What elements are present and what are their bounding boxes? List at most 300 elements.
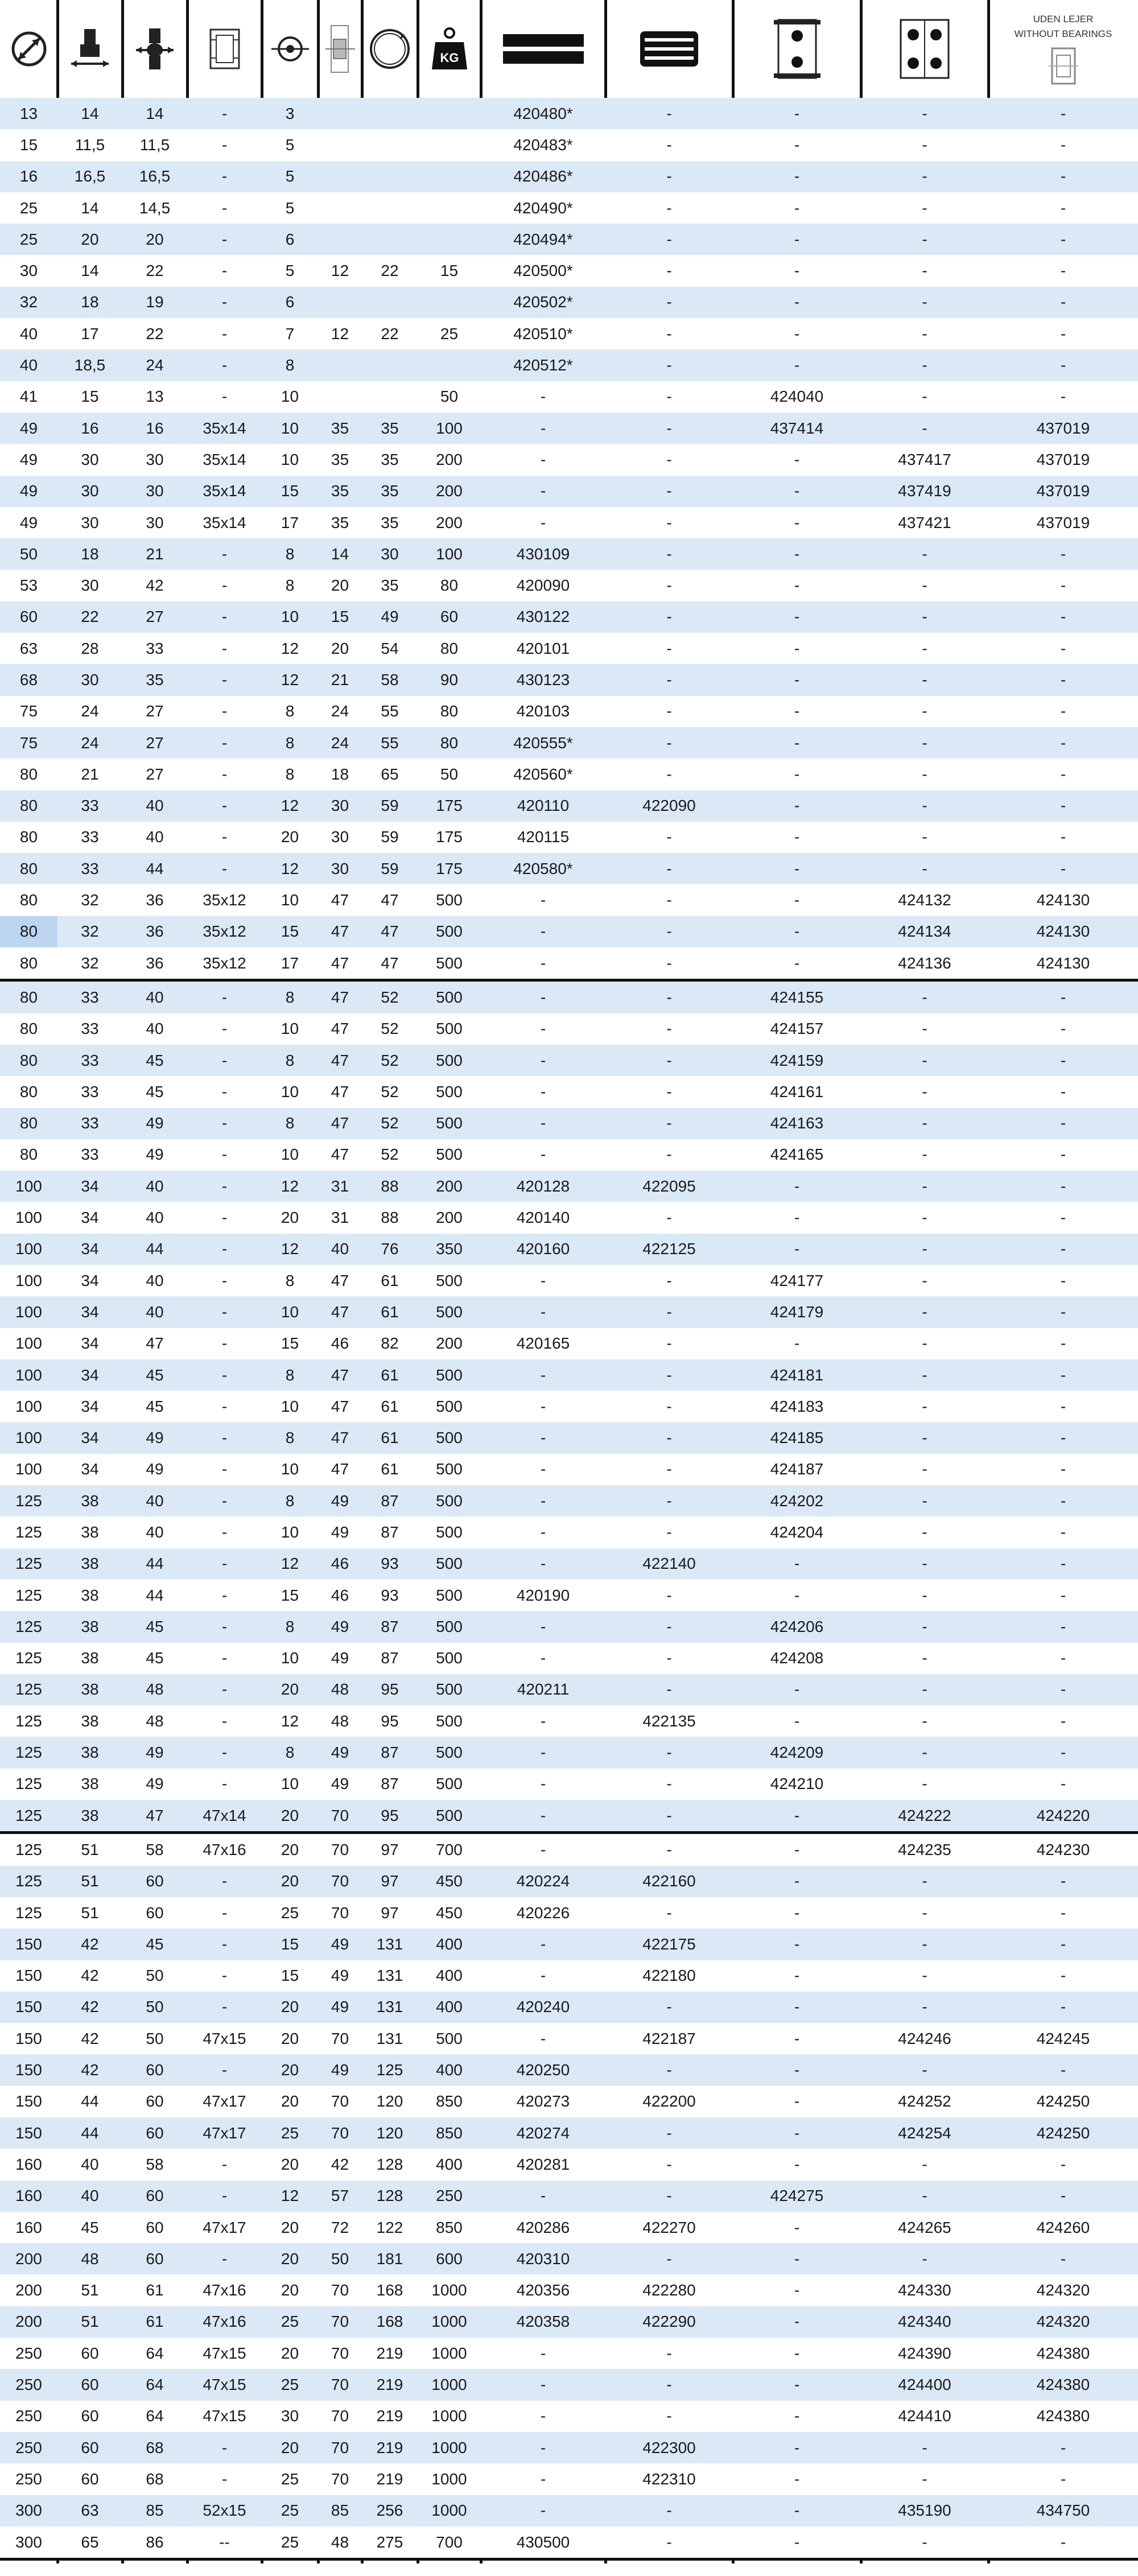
cell-bearing-size: - <box>187 1045 262 1076</box>
table-row <box>0 2023 1138 2054</box>
cell-art-double-ball: - <box>861 224 988 255</box>
cell-tread-width: 19 <box>122 287 187 318</box>
cell-art-ball: - <box>733 570 861 601</box>
cell-bearing-size: - <box>187 1548 262 1580</box>
cell-art-ball: 424210 <box>733 1769 861 1800</box>
cell-art-plain: - <box>481 2463 605 2495</box>
table-row <box>0 507 1138 538</box>
cell-art-ball: - <box>733 1928 861 1960</box>
cell-art-no-bearings: - <box>988 1674 1138 1705</box>
cell-bearing-dim: 24 <box>318 727 362 759</box>
cell-art-ball: - <box>733 2243 861 2274</box>
cell-load-kg: 400 <box>418 1960 481 1992</box>
table-row <box>0 287 1138 318</box>
cell-art-roller: - <box>605 98 733 129</box>
cell-art-double-ball: - <box>861 538 988 570</box>
cell-tread-width: 64 <box>122 2338 187 2369</box>
cell-bearing-dim <box>318 129 362 160</box>
cell-tread-width: 45 <box>122 1391 187 1422</box>
cell-hub-width: 33 <box>57 790 122 822</box>
cell-axle: 15 <box>262 476 318 507</box>
cell-load-kg: 200 <box>418 1202 481 1233</box>
cell-bearing-dim: 47 <box>318 1391 362 1422</box>
table-row <box>0 916 1138 947</box>
cell-bearing-size: - <box>187 318 262 349</box>
cell-rim <box>362 224 418 255</box>
cell-art-double-ball: - <box>861 1108 988 1139</box>
cell-tread-width: 85 <box>122 2495 187 2526</box>
cell-art-plain: 420101 <box>481 633 605 664</box>
cell-diameter: 250 <box>0 2432 57 2463</box>
cell-axle: 3 <box>262 98 318 129</box>
table-row <box>0 2181 1138 2212</box>
cell-art-roller: - <box>605 255 733 286</box>
cell-bearing-size: 35x14 <box>187 476 262 507</box>
cell-tread-width: 48 <box>122 1705 187 1737</box>
cell-art-double-ball: - <box>861 2243 988 2274</box>
cell-rim: 88 <box>362 1202 418 1233</box>
cell-axle: 20 <box>262 2338 318 2369</box>
cell-hub-width: 33 <box>57 1013 122 1045</box>
cell-rim: 97 <box>362 1866 418 1897</box>
cell-bearing-dim: 70 <box>318 1800 362 1833</box>
cell-hub-width: 14 <box>57 192 122 224</box>
cell-diameter: 40 <box>0 349 57 381</box>
cell-art-plain: 420226 <box>481 1897 605 1928</box>
table-row <box>0 1328 1138 1359</box>
cell-axle: 5 <box>262 192 318 224</box>
cell-bearing-dim: 31 <box>318 1202 362 1233</box>
cell-hub-width: 48 <box>57 2243 122 2274</box>
cell-tread-width: 36 <box>122 916 187 947</box>
cell-hub-width: 38 <box>57 1580 122 1611</box>
cell-art-double-ball: 424246 <box>861 2023 988 2054</box>
cell-bearing-dim <box>318 381 362 413</box>
cell-art-plain: - <box>481 507 605 538</box>
cell-diameter: 32 <box>0 287 57 318</box>
cell-art-roller: 422140 <box>605 1548 733 1580</box>
cell-art-no-bearings: - <box>988 349 1138 381</box>
cell-art-double-ball: - <box>861 2149 988 2180</box>
cell-art-no-bearings: - <box>988 601 1138 633</box>
cell-diameter: 125 <box>0 1516 57 1548</box>
cell-art-ball: - <box>733 2274 861 2306</box>
cell-tread-width: 40 <box>122 980 187 1013</box>
cell-art-plain: - <box>481 1643 605 1674</box>
cell-bearing-size: 47x15 <box>187 2338 262 2369</box>
cell-art-no-bearings: - <box>988 664 1138 695</box>
cell-art-roller: - <box>605 349 733 381</box>
cell-art-plain: - <box>481 1769 605 1800</box>
table-row <box>0 1296 1138 1328</box>
cell-art-roller: - <box>605 129 733 160</box>
header-bearing-dim <box>318 0 362 98</box>
cell-art-roller: - <box>605 2117 733 2149</box>
cell-art-double-ball: - <box>861 1170 988 1202</box>
cell-art-plain: 420140 <box>481 1202 605 1233</box>
cell-bearing-dim: 70 <box>318 1866 362 1897</box>
cell-bearing-size: 47x17 <box>187 2212 262 2243</box>
cell-rim: 97 <box>362 1897 418 1928</box>
cell-tread-width: 86 <box>122 2526 187 2559</box>
cell-art-plain: 420502* <box>481 287 605 318</box>
cell-axle: 20 <box>262 2212 318 2243</box>
cell-diameter: 80 <box>0 1013 57 1045</box>
cell-art-ball: - <box>733 2495 861 2526</box>
cell-bearing-dim: 70 <box>318 2369 362 2400</box>
cell-art-ball: - <box>733 884 861 916</box>
table-row <box>0 1359 1138 1391</box>
cell-bearing-dim: 48 <box>318 1674 362 1705</box>
table-row <box>0 192 1138 224</box>
cell-art-ball: 437414 <box>733 413 861 444</box>
cell-tread-width: 47 <box>122 1328 187 1359</box>
cell-bearing-dim: 12 <box>318 255 362 286</box>
cell-rim: 59 <box>362 790 418 822</box>
cell-art-no-bearings: - <box>988 1928 1138 1960</box>
cell-diameter: 200 <box>0 2274 57 2306</box>
cell-art-ball: 424177 <box>733 1265 861 1296</box>
cell-tread-width: 45 <box>122 1928 187 1960</box>
cell-art-ball: - <box>733 1170 861 1202</box>
cell-art-roller: - <box>605 2054 733 2085</box>
cell-tread-width: 40 <box>122 790 187 822</box>
cell-tread-width: 40 <box>122 1202 187 1233</box>
cell-hub-width: 33 <box>57 853 122 884</box>
cell-load-kg: 1000 <box>418 2432 481 2463</box>
cell-art-roller: - <box>605 980 733 1013</box>
header-ball-bearing <box>733 0 861 98</box>
cell-load-kg: 850 <box>418 2086 481 2117</box>
cell-diameter: 100 <box>0 1234 57 1265</box>
cell-tread-width: 60 <box>122 1897 187 1928</box>
cell-tread-width: 49 <box>122 1139 187 1170</box>
cell-art-ball: 424179 <box>733 1296 861 1328</box>
table-row <box>0 1769 1138 1800</box>
cell-bearing-dim: 49 <box>318 1992 362 2023</box>
cell-hub-width: 33 <box>57 1045 122 1076</box>
table-row <box>0 1234 1138 1265</box>
cell-art-plain: - <box>481 884 605 916</box>
cell-tread-width: 58 <box>122 1833 187 1866</box>
cell-art-no-bearings: 437019 <box>988 476 1138 507</box>
cell-tread-width: 20 <box>122 224 187 255</box>
cell-art-roller: - <box>605 1045 733 1076</box>
cell-hub-width: 38 <box>57 1643 122 1674</box>
cell-art-roller: - <box>605 759 733 790</box>
cell-rim: 52 <box>362 1108 418 1139</box>
cell-tread-width: 50 <box>122 1992 187 2023</box>
cell-bearing-size: - <box>187 1202 262 1233</box>
cell-rim: 52 <box>362 1013 418 1045</box>
cell-tread-width: 50 <box>122 1960 187 1992</box>
cell-art-plain: 420115 <box>481 822 605 853</box>
cell-hub-width: 16 <box>57 413 122 444</box>
table-row <box>0 2306 1138 2338</box>
cell-art-double-ball: - <box>861 1769 988 1800</box>
table-row <box>0 633 1138 664</box>
table-row <box>0 444 1138 475</box>
cell-art-double-ball: - <box>861 318 988 349</box>
cell-diameter: 49 <box>0 444 57 475</box>
cell-art-no-bearings: - <box>988 2149 1138 2180</box>
cell-bearing-size: 35x14 <box>187 507 262 538</box>
cell-rim: 95 <box>362 1800 418 1833</box>
cell-hub-width: 24 <box>57 696 122 727</box>
cell-art-double-ball: - <box>861 129 988 160</box>
cell-art-plain: 430123 <box>481 664 605 695</box>
cell-art-plain: - <box>481 1454 605 1485</box>
cell-hub-width: 42 <box>57 1960 122 1992</box>
cell-bearing-size: - <box>187 224 262 255</box>
cell-art-no-bearings: - <box>988 538 1138 570</box>
cell-bearing-dim: 70 <box>318 2432 362 2463</box>
cell-art-plain: - <box>481 476 605 507</box>
cell-bearing-dim: 47 <box>318 1359 362 1391</box>
cell-art-roller: - <box>605 853 733 884</box>
table-row <box>0 2369 1138 2400</box>
cell-load-kg: 450 <box>418 1866 481 1897</box>
cell-hub-width: 33 <box>57 1139 122 1170</box>
cell-art-roller: - <box>605 1265 733 1296</box>
side-bearing-icon <box>323 23 357 75</box>
cell-bearing-size: - <box>187 570 262 601</box>
table-row <box>0 2212 1138 2243</box>
cell-load-kg: 850 <box>418 2117 481 2149</box>
cell-axle: 8 <box>262 570 318 601</box>
cell-art-ball: - <box>733 727 861 759</box>
cell-tread-width: 27 <box>122 759 187 790</box>
cell-art-no-bearings: - <box>988 224 1138 255</box>
cell-diameter: 80 <box>0 759 57 790</box>
cell-axle: 12 <box>262 1548 318 1580</box>
cell-art-double-ball: 424252 <box>861 2086 988 2117</box>
cell-axle: 12 <box>262 1234 318 1265</box>
cell-art-plain: 420555* <box>481 727 605 759</box>
cell-bearing-dim <box>318 287 362 318</box>
cell-diameter: 80 <box>0 790 57 822</box>
cell-art-double-ball: 424390 <box>861 2338 988 2369</box>
cell-art-ball: 424040 <box>733 381 861 413</box>
table-row <box>0 1013 1138 1045</box>
cell-art-plain: 420160 <box>481 1234 605 1265</box>
table-row <box>0 2054 1138 2085</box>
cell-axle: 15 <box>262 1328 318 1359</box>
cell-bearing-size: 47x16 <box>187 2306 262 2338</box>
cell-art-ball: - <box>733 255 861 286</box>
cell-art-ball: - <box>733 1234 861 1265</box>
table-row <box>0 790 1138 822</box>
cell-art-ball: 424202 <box>733 1485 861 1516</box>
table-row <box>0 2526 1138 2559</box>
cell-art-ball: - <box>733 507 861 538</box>
cell-tread-width: 49 <box>122 1737 187 1768</box>
cell-art-roller: - <box>605 2149 733 2180</box>
cell-rim: 219 <box>362 2432 418 2463</box>
cell-art-roller: - <box>605 570 733 601</box>
cell-axle: 8 <box>262 696 318 727</box>
table-row <box>0 161 1138 192</box>
cell-art-roller: - <box>605 1328 733 1359</box>
cell-bearing-size: - <box>187 2054 262 2085</box>
table-row <box>0 1833 1138 1866</box>
cell-hub-width: 51 <box>57 1833 122 1866</box>
cell-art-ball: - <box>733 318 861 349</box>
cell-art-plain: 420480* <box>481 98 605 129</box>
cell-hub-width: 33 <box>57 1108 122 1139</box>
cell-rim: 95 <box>362 1705 418 1737</box>
cell-diameter: 125 <box>0 1737 57 1768</box>
cell-art-roller: - <box>605 1296 733 1328</box>
cell-axle: 25 <box>262 1897 318 1928</box>
cell-tread-width: 44 <box>122 1234 187 1265</box>
cell-load-kg: 500 <box>418 916 481 947</box>
table-row <box>0 2117 1138 2149</box>
cell-load-kg: 1000 <box>418 2463 481 2495</box>
cell-load-kg: 1000 <box>418 2401 481 2432</box>
cell-art-no-bearings: - <box>988 1296 1138 1328</box>
table-row <box>0 1076 1138 1107</box>
cell-tread-width: 61 <box>122 2306 187 2338</box>
cell-art-double-ball: - <box>861 1674 988 1705</box>
cell-hub-width: 40 <box>57 2149 122 2180</box>
cell-bearing-dim: 46 <box>318 1548 362 1580</box>
table-row <box>0 727 1138 759</box>
cell-art-ball: - <box>733 2306 861 2338</box>
cell-axle: 8 <box>262 727 318 759</box>
cell-art-plain: 420274 <box>481 2117 605 2149</box>
cell-bearing-size: - <box>187 2243 262 2274</box>
cell-art-double-ball: 424254 <box>861 2117 988 2149</box>
cell-art-double-ball: - <box>861 1705 988 1737</box>
cell-axle: 8 <box>262 538 318 570</box>
table-row <box>0 476 1138 507</box>
bearing-bore-icon <box>205 26 245 72</box>
table-row <box>0 759 1138 790</box>
cell-art-plain: - <box>481 2181 605 2212</box>
cell-hub-width: 33 <box>57 980 122 1013</box>
cell-rim: 35 <box>362 570 418 601</box>
cell-art-plain: - <box>481 1391 605 1422</box>
cell-art-roller: - <box>605 1359 733 1391</box>
cell-bearing-size: 47x15 <box>187 2369 262 2400</box>
cell-art-double-ball: - <box>861 1234 988 1265</box>
cell-axle: 6 <box>262 224 318 255</box>
cell-hub-width: 17 <box>57 318 122 349</box>
cell-art-no-bearings: 424130 <box>988 916 1138 947</box>
cell-hub-width: 15 <box>57 381 122 413</box>
cell-bearing-dim: 70 <box>318 2274 362 2306</box>
cell-bearing-dim: 35 <box>318 476 362 507</box>
cell-rim: 87 <box>362 1769 418 1800</box>
cell-art-plain: - <box>481 1611 605 1642</box>
cell-art-roller: 422090 <box>605 790 733 822</box>
table-row <box>0 1928 1138 1960</box>
cell-diameter: 25 <box>0 224 57 255</box>
cell-art-plain: 420090 <box>481 570 605 601</box>
cell-hub-width: 18 <box>57 287 122 318</box>
cell-bearing-size: - <box>187 633 262 664</box>
table-row <box>0 947 1138 980</box>
cell-tread-width: 27 <box>122 601 187 633</box>
cell-art-ball: - <box>733 1897 861 1928</box>
cell-tread-width: 64 <box>122 2401 187 2432</box>
cell-art-double-ball: - <box>861 1897 988 1928</box>
cell-bearing-size: 52x15 <box>187 2495 262 2526</box>
cell-bearing-dim: 47 <box>318 1454 362 1485</box>
cell-axle: 12 <box>262 2181 318 2212</box>
cell-art-ball: - <box>733 2023 861 2054</box>
cell-diameter: 125 <box>0 1769 57 1800</box>
cell-art-plain: - <box>481 1108 605 1139</box>
cell-art-plain: 420510* <box>481 318 605 349</box>
cell-diameter: 125 <box>0 1580 57 1611</box>
cell-rim: 61 <box>362 1359 418 1391</box>
cell-art-no-bearings: - <box>988 1866 1138 1897</box>
cell-art-plain: - <box>481 444 605 475</box>
cell-art-double-ball: - <box>861 1516 988 1548</box>
cell-axle: 25 <box>262 2117 318 2149</box>
cell-rim <box>362 287 418 318</box>
cell-art-roller: 422160 <box>605 1866 733 1897</box>
cell-bearing-size: - <box>187 98 262 129</box>
cell-load-kg: 175 <box>418 822 481 853</box>
cell-rim <box>362 129 418 160</box>
cell-art-no-bearings: - <box>988 1580 1138 1611</box>
cell-art-double-ball: 424132 <box>861 884 988 916</box>
cell-art-roller: 422180 <box>605 1960 733 1992</box>
cell-load-kg: 60 <box>418 601 481 633</box>
cell-hub-width: 38 <box>57 1611 122 1642</box>
cell-art-no-bearings: - <box>988 1897 1138 1928</box>
cell-bearing-size: - <box>187 727 262 759</box>
cell-load-kg: 500 <box>418 2023 481 2054</box>
cell-tread-width: 60 <box>122 2086 187 2117</box>
cell-axle: 10 <box>262 1076 318 1107</box>
cell-bearing-dim: 35 <box>318 444 362 475</box>
plain-bore-icon <box>501 32 586 66</box>
cell-rim <box>362 192 418 224</box>
cell-art-ball: 424208 <box>733 1643 861 1674</box>
cell-load-kg <box>418 98 481 129</box>
cell-axle: 20 <box>262 1992 318 2023</box>
cell-axle: 10 <box>262 1516 318 1548</box>
cell-art-roller: - <box>605 1897 733 1928</box>
cell-hub-width: 24 <box>57 727 122 759</box>
cell-load-kg <box>418 349 481 381</box>
cell-axle: 25 <box>262 2526 318 2559</box>
cell-art-ball: - <box>733 192 861 224</box>
cell-diameter: 200 <box>0 2306 57 2338</box>
cell-load-kg: 200 <box>418 507 481 538</box>
cell-bearing-size: - <box>187 1737 262 1768</box>
cell-art-double-ball: - <box>861 1611 988 1642</box>
cell-art-plain: - <box>481 1833 605 1866</box>
cell-axle: 10 <box>262 413 318 444</box>
cell-art-ball: - <box>733 2054 861 2085</box>
cell-tread-width: 44 <box>122 1580 187 1611</box>
header-diameter <box>0 0 57 98</box>
cell-art-roller: - <box>605 413 733 444</box>
cell-axle: 12 <box>262 633 318 664</box>
cell-tread-width: 49 <box>122 1422 187 1453</box>
cell-bearing-dim: 30 <box>318 790 362 822</box>
cell-load-kg <box>418 287 481 318</box>
cell-art-ball: 424165 <box>733 1139 861 1170</box>
cell-art-no-bearings: - <box>988 2243 1138 2274</box>
cell-load-kg: 500 <box>418 1485 481 1516</box>
cell-tread-width: 45 <box>122 1076 187 1107</box>
